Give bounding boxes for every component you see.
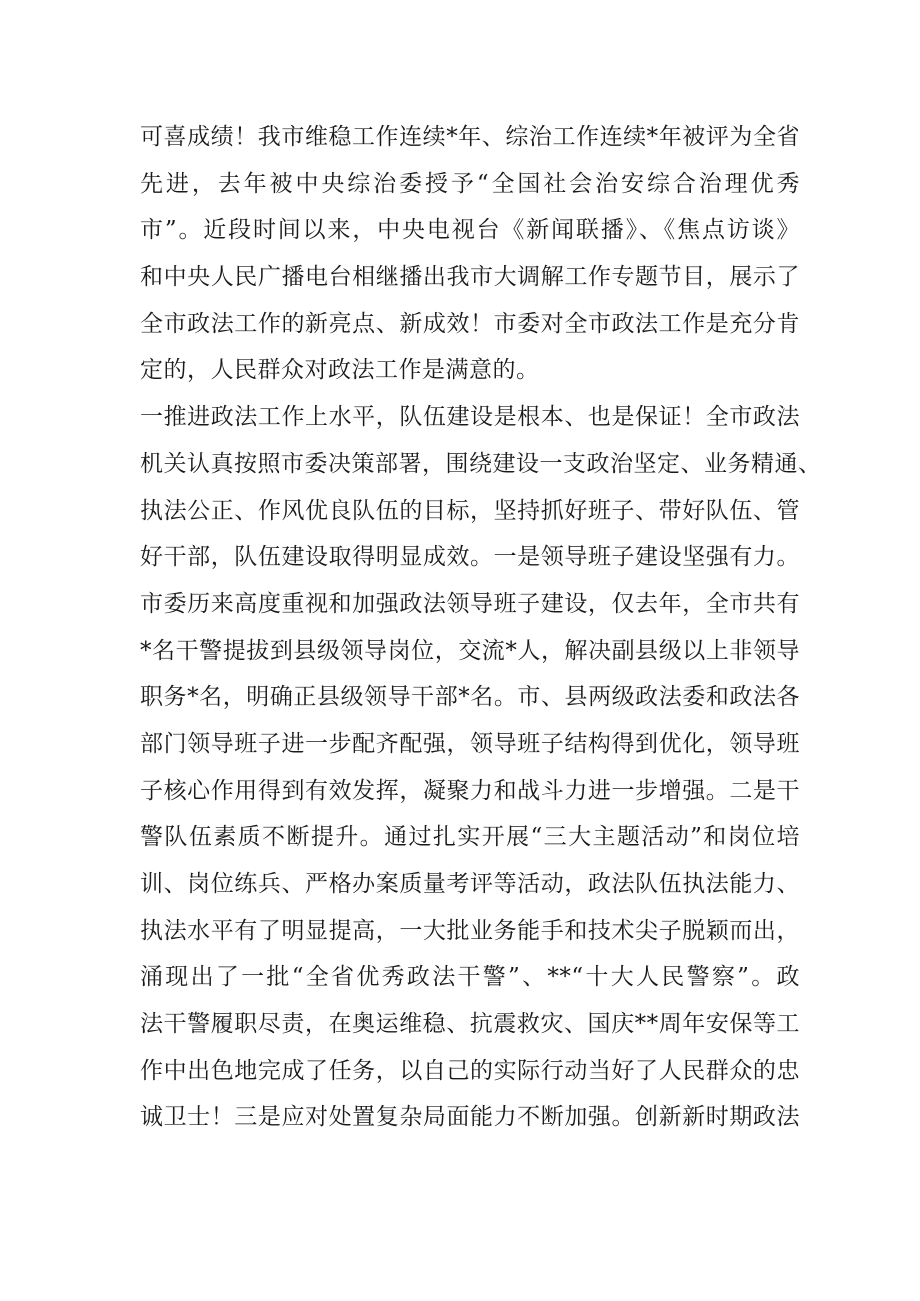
text-line: 一推进政法工作上水平，队伍建设是根本、也是保证！全市政法: [140, 404, 800, 431]
text-line: 全市政法工作的新亮点、新成效！市委对全市政法工作是充分肯: [140, 310, 800, 337]
text-line: 市委历来高度重视和加强政法领导班子建设，仅去年，全市共有: [140, 590, 800, 617]
text-line: 和中央人民广播电台相继播出我市大调解工作专题节目，展示了: [140, 264, 800, 291]
text-line: 诚卫士！三是应对处置复杂局面能力不断加强。创新新时期政法: [140, 1104, 800, 1131]
text-line: 作中出色地完成了任务，以自己的实际行动当好了人民群众的忠: [140, 1057, 800, 1084]
text-line: 市”。近段时间以来，中央电视台《新闻联播》、《焦点访谈》: [140, 217, 800, 244]
text-line: 子核心作用得到有效发挥，凝聚力和战斗力进一步增强。二是干: [140, 777, 800, 804]
text-line: 执法水平有了明显提高，一大批业务能手和技术尖子脱颖而出，: [140, 917, 800, 944]
text-line: 职务*名，明确正县级领导干部*名。市、县两级政法委和政法各: [140, 684, 800, 711]
text-line: 可喜成绩！我市维稳工作连续*年、综治工作连续*年被评为全省: [140, 124, 800, 150]
text-line: 警队伍素质不断提升。通过扎实开展“三大主题活动”和岗位培: [140, 824, 800, 851]
body-text: [140, 114, 822, 1141]
text-line: 定的，人民群众对政法工作是满意的。: [140, 357, 540, 384]
text-line: *名干警提拔到县级领导岗位，交流*人，解决副县级以上非领导: [140, 637, 800, 664]
text-line: 先进，去年被中央综治委授予“全国社会治安综合治理优秀: [140, 170, 800, 197]
text-line: 涌现出了一批“全省优秀政法干警”、**“十大人民警察”。政: [140, 964, 800, 991]
text-line: 训、岗位练兵、严格办案质量考评等活动，政法队伍执法能力、: [140, 871, 800, 897]
text-line: 好干部，队伍建设取得明显成效。一是领导班子建设坚强有力。: [140, 544, 800, 571]
text-line: 执法公正、作风优良队伍的目标，坚持抓好班子、带好队伍、管: [140, 497, 800, 524]
text-line: 机关认真按照市委决策部署，围绕建设一支政治坚定、业务精通、: [140, 450, 822, 477]
text-line: 法干警履职尽责，在奥运维稳、抗震救灾、国庆**周年安保等工: [140, 1011, 800, 1038]
text-line: 部门领导班子进一步配齐配强，领导班子结构得到优化，领导班: [140, 730, 800, 757]
